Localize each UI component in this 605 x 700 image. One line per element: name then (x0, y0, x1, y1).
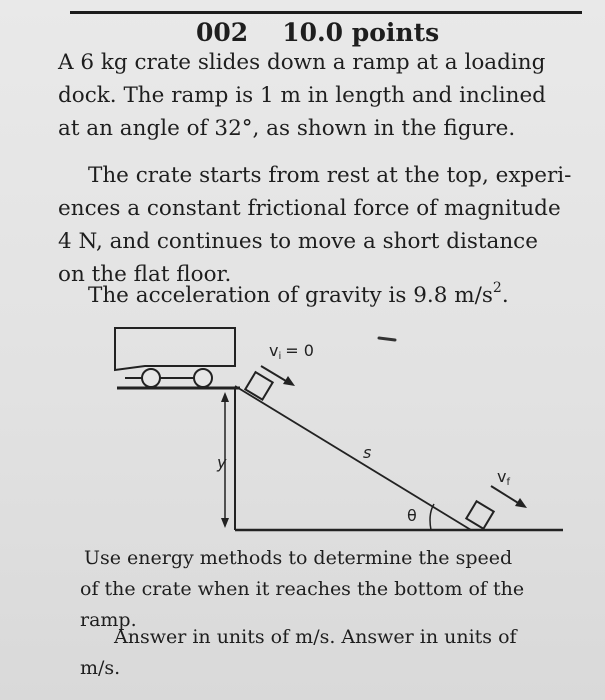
truck-wheel-rear (142, 369, 160, 387)
crate-bottom (466, 501, 493, 528)
problem-paragraph-2 (58, 159, 571, 291)
top-rule (70, 11, 582, 14)
text-line: The crate starts from rest at the top, experi- (88, 163, 572, 188)
ramp-length-label: s (363, 443, 372, 462)
height-label: y (217, 453, 227, 472)
problem-points: 10.0 points (282, 18, 440, 47)
problem-number: 002 (196, 18, 249, 47)
text-line: ramp. (80, 609, 137, 631)
stray-mark (379, 338, 395, 340)
vi-label: vi = 0 (269, 341, 314, 362)
problem-paragraph-1 (58, 46, 546, 145)
ramp-figure (95, 308, 565, 538)
text-line: m/s. (80, 657, 121, 679)
problem-header (196, 18, 439, 47)
truck-wheel-front (194, 369, 212, 387)
truck-body (115, 328, 235, 370)
text-line: at an angle of 32°, as shown in the figure. (58, 116, 516, 141)
text-line: on the flat floor. (58, 262, 232, 287)
answer-units (80, 622, 517, 684)
text-line: 4 N, and continues to move a short distance (58, 229, 538, 254)
gravity-statement (88, 274, 509, 312)
angle-label: θ (407, 506, 417, 525)
vf-label: vf (497, 467, 510, 488)
ramp-incline (235, 386, 471, 530)
text-line: of the crate when it reaches the bottom of the (80, 578, 525, 600)
gravity-tail: . (501, 283, 509, 309)
text-line: ences a constant frictional force of magnitude (58, 196, 561, 221)
text-line: A 6 kg crate slides down a ramp at a loading (58, 50, 546, 75)
gravity-text: The acceleration of gravity is 9.8 m/s (88, 283, 493, 309)
text-line: Answer in units of m/s. Answer in units of (114, 626, 517, 648)
text-line: dock. The ramp is 1 m in length and inclined (58, 83, 546, 108)
text-line: Use energy methods to determine the speed (84, 547, 513, 569)
gravity-exponent: 2 (492, 280, 502, 296)
